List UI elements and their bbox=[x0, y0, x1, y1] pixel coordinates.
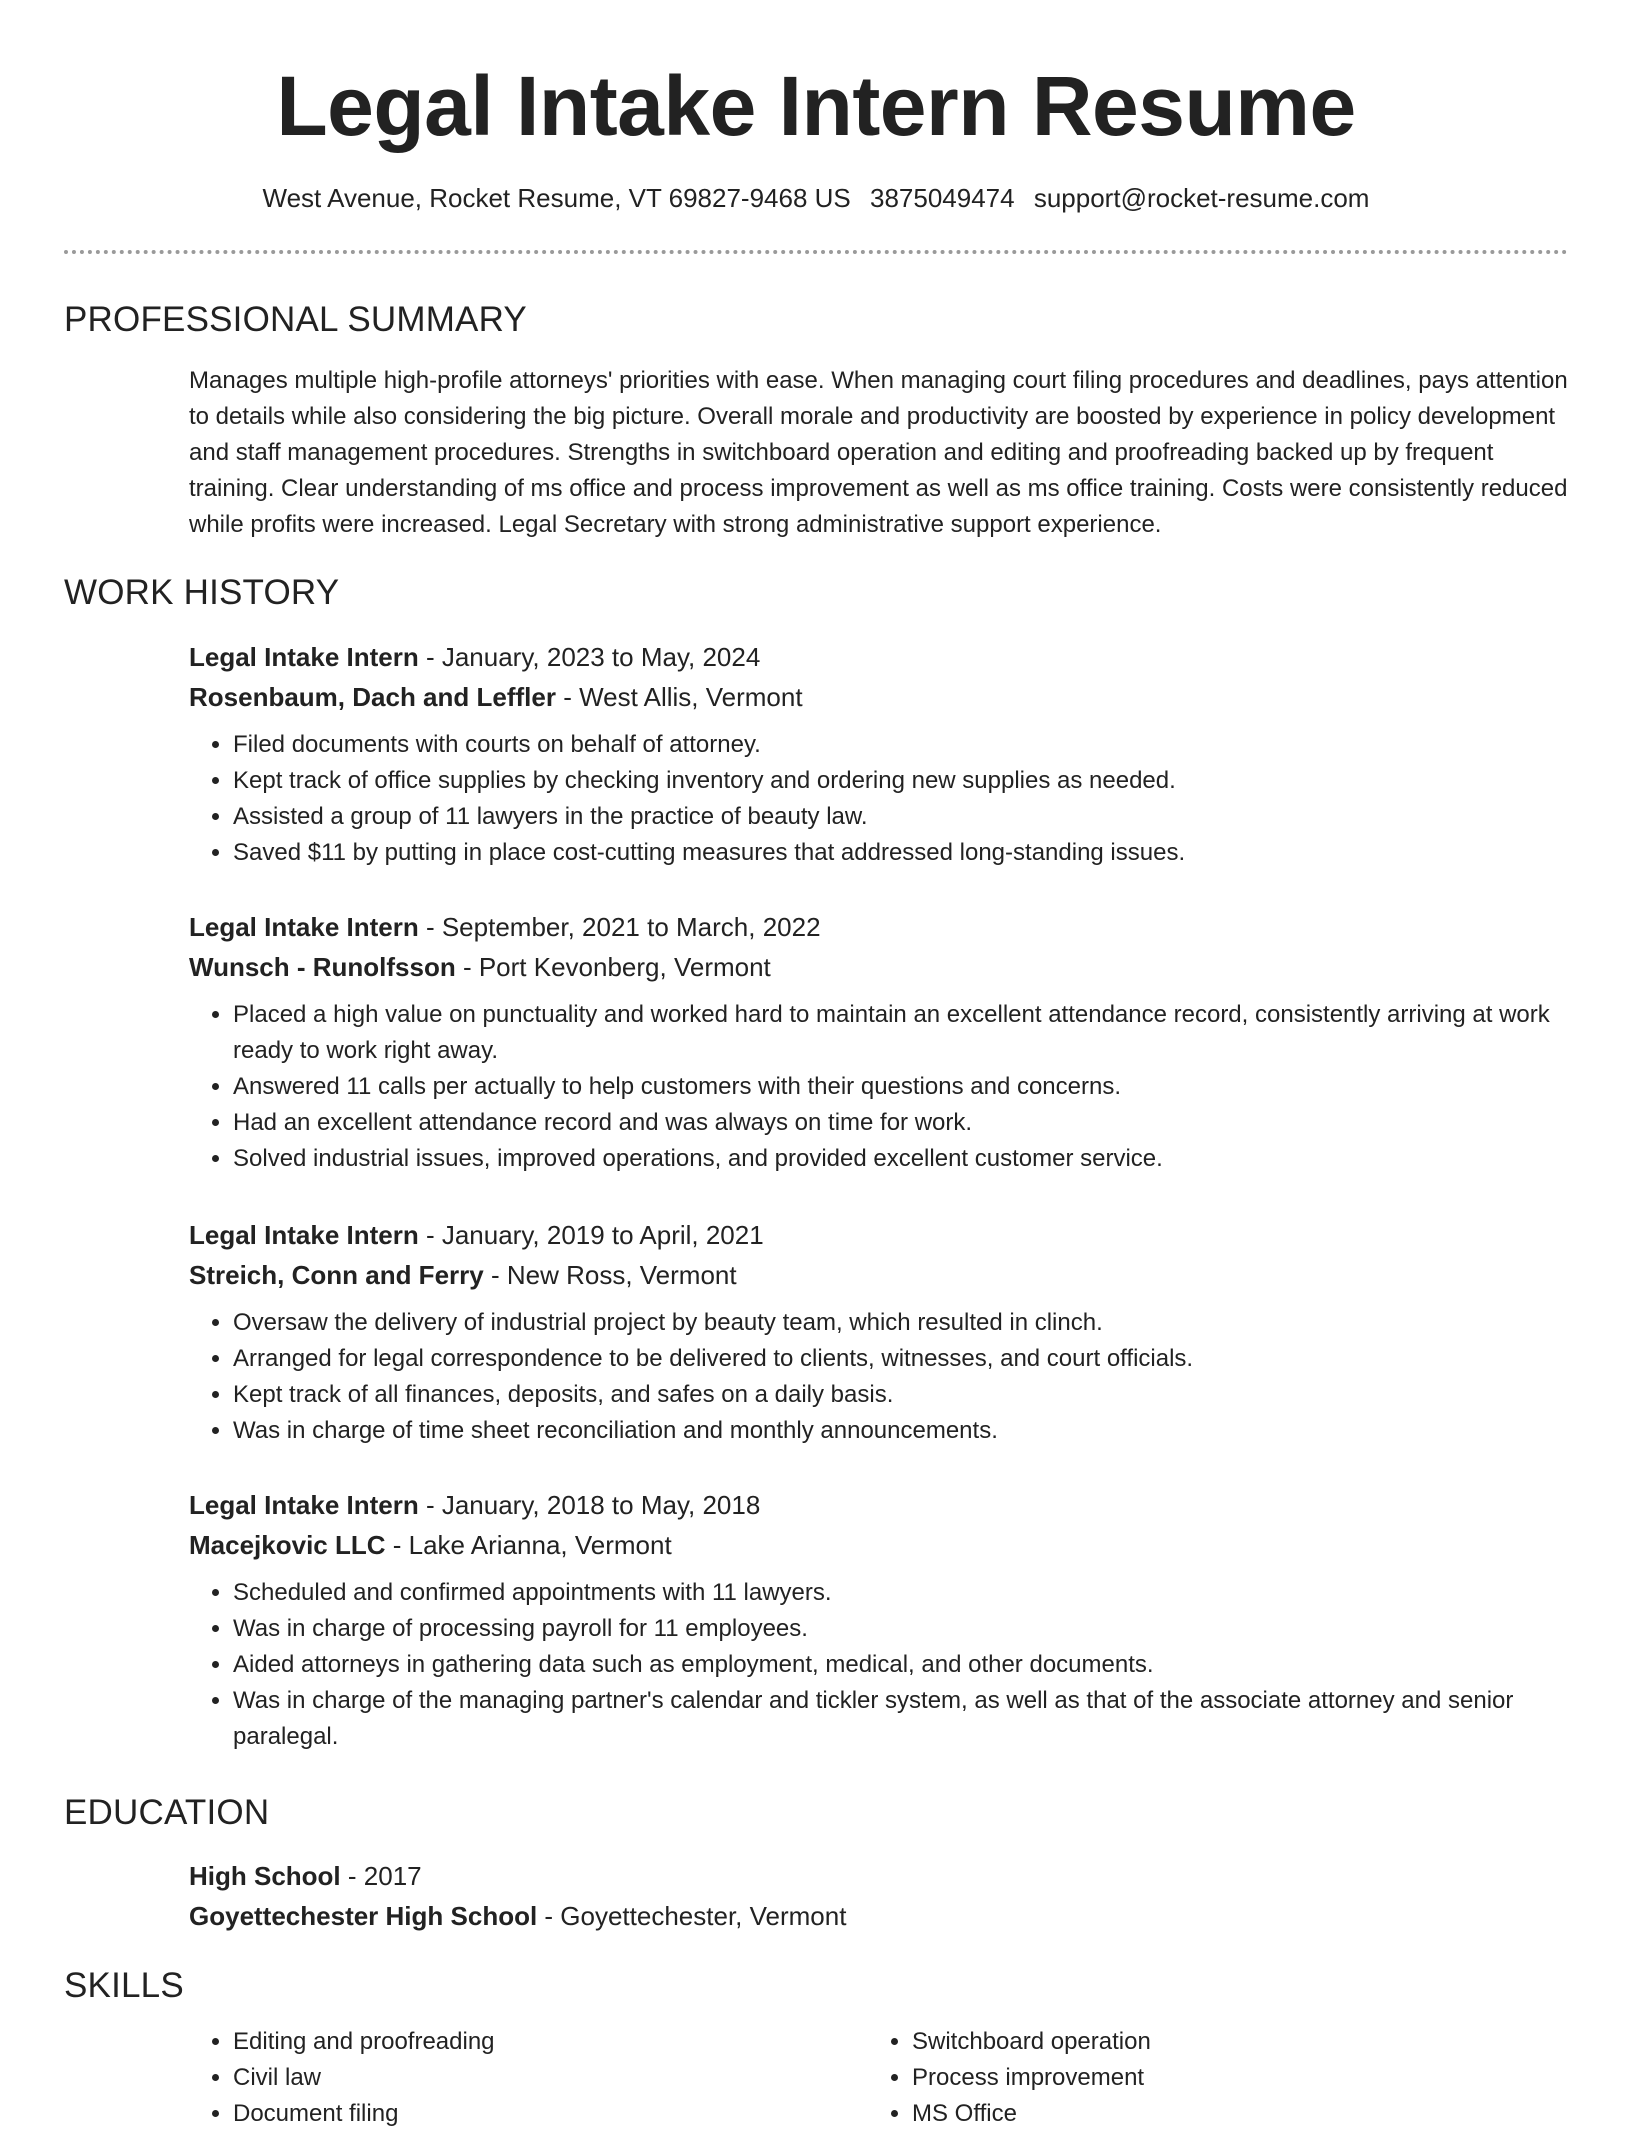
job-title: Legal Intake Intern bbox=[189, 1220, 419, 1250]
skills-column-left bbox=[189, 2024, 495, 2132]
list-item: • Arranged for legal correspondence to be delivered to clients, witnesses, and court officials. bbox=[233, 1341, 1569, 1377]
resume-title: Legal Intake Intern Resume bbox=[276, 59, 1356, 153]
contact-phone: 3875049474 bbox=[870, 183, 1015, 213]
job-location: - New Ross, Vermont bbox=[483, 1260, 737, 1290]
skills-column-right bbox=[868, 2024, 1151, 2132]
list-item: • Had an excellent attendance record and was always on time for work. bbox=[233, 1105, 1569, 1141]
job-title-line bbox=[189, 637, 1569, 677]
job-entry bbox=[189, 907, 1569, 1177]
skill-item: • Editing and proofreading bbox=[233, 2024, 495, 2060]
list-item: • Kept track of all finances, deposits, and safes on a daily basis. bbox=[233, 1377, 1569, 1413]
list-item: • Was in charge of processing payroll for 11 employees. bbox=[233, 1611, 1569, 1647]
job-title-line bbox=[189, 1485, 1569, 1525]
list-item: • Aided attorneys in gathering data such as employment, medical, and other documents. bbox=[233, 1647, 1569, 1683]
job-duties-list bbox=[189, 1575, 1569, 1755]
education-heading: EDUCATION bbox=[64, 1793, 270, 1832]
job-duties-list bbox=[189, 727, 1569, 871]
education-degree-line bbox=[189, 1856, 1569, 1896]
list-item: • Was in charge of the managing partner's calendar and tickler system, as well as that of the associate attorney and senior paralegal. bbox=[233, 1683, 1569, 1755]
education-school: Goyettechester High School bbox=[189, 1901, 538, 1931]
list-item: • Filed documents with courts on behalf of attorney. bbox=[233, 727, 1569, 763]
job-company-line bbox=[189, 1255, 1569, 1295]
list-item: • Assisted a group of 11 lawyers in the practice of beauty law. bbox=[233, 799, 1569, 835]
job-location: - Port Kevonberg, Vermont bbox=[455, 952, 771, 982]
job-company-line bbox=[189, 677, 1569, 717]
job-company-line bbox=[189, 1525, 1569, 1565]
job-title: Legal Intake Intern bbox=[189, 1490, 419, 1520]
contact-line bbox=[0, 180, 1632, 216]
skill-item: • Process improvement bbox=[912, 2060, 1151, 2096]
job-company-line bbox=[189, 947, 1569, 987]
education-year: - 2017 bbox=[340, 1861, 422, 1891]
job-company: Rosenbaum, Dach and Leffler bbox=[189, 682, 556, 712]
job-dates: - January, 2018 to May, 2018 bbox=[418, 1490, 761, 1520]
job-title-line bbox=[189, 907, 1569, 947]
job-title-line bbox=[189, 1215, 1569, 1255]
summary-heading: PROFESSIONAL SUMMARY bbox=[64, 300, 527, 339]
job-company: Streich, Conn and Ferry bbox=[189, 1260, 484, 1290]
work-history-heading: WORK HISTORY bbox=[64, 573, 340, 612]
list-item: • Oversaw the delivery of industrial project by beauty team, which resulted in clinch. bbox=[233, 1305, 1569, 1341]
skills-heading: SKILLS bbox=[64, 1966, 184, 2005]
contact-email: support@rocket-resume.com bbox=[1033, 183, 1370, 213]
skill-item: • Civil law bbox=[233, 2060, 495, 2096]
education-school-line bbox=[189, 1896, 1569, 1936]
job-entry bbox=[189, 1215, 1569, 1449]
job-company: Wunsch - Runolfsson bbox=[189, 952, 456, 982]
list-item: • Answered 11 calls per actually to help customers with their questions and concerns. bbox=[233, 1069, 1569, 1105]
list-item: • Placed a high value on punctuality and worked hard to maintain an excellent attendance record, consistently arriving at work ready to work right away. bbox=[233, 997, 1569, 1069]
list-item: • Kept track of office supplies by checking inventory and ordering new supplies as needed. bbox=[233, 763, 1569, 799]
list-item: • Scheduled and confirmed appointments with 11 lawyers. bbox=[233, 1575, 1569, 1611]
skill-item: • Document filing bbox=[233, 2096, 495, 2132]
job-dates: - January, 2023 to May, 2024 bbox=[418, 642, 761, 672]
skill-item: • Switchboard operation bbox=[912, 2024, 1151, 2060]
job-title: Legal Intake Intern bbox=[189, 642, 419, 672]
job-duties-list bbox=[189, 1305, 1569, 1449]
education-degree: High School bbox=[189, 1861, 341, 1891]
list-item: • Saved $11 by putting in place cost-cutting measures that addressed long-standing issues. bbox=[233, 835, 1569, 871]
job-location: - West Allis, Vermont bbox=[555, 682, 803, 712]
job-entry bbox=[189, 1485, 1569, 1755]
list-item: • Was in charge of time sheet reconciliation and monthly announcements. bbox=[233, 1413, 1569, 1449]
job-duties-list bbox=[189, 997, 1569, 1177]
list-item: • Solved industrial issues, improved operations, and provided excellent customer service. bbox=[233, 1141, 1569, 1177]
education-location: - Goyettechester, Vermont bbox=[537, 1901, 847, 1931]
job-location: - Lake Arianna, Vermont bbox=[385, 1530, 672, 1560]
job-dates: - January, 2019 to April, 2021 bbox=[418, 1220, 764, 1250]
job-company: Macejkovic LLC bbox=[189, 1530, 386, 1560]
skill-item: • MS Office bbox=[912, 2096, 1151, 2132]
job-title: Legal Intake Intern bbox=[189, 912, 419, 942]
education-entry bbox=[189, 1856, 1569, 1936]
summary-text: Manages multiple high-profile attorneys' priorities with ease. When managing court filing procedures and deadlines, pays attention to details while also considering the big picture. Overall morale and productivity are boosted by experience in policy development and staff management procedures. Strengths in switchboard operation and editing and proofreading backed up by frequent training. Clear understanding of ms office and process improvement as well as ms office training. Costs were consistently reduced while profits were increased. Legal Secretary with strong administrative support experience. bbox=[189, 367, 1568, 538]
job-dates: - September, 2021 to March, 2022 bbox=[418, 912, 821, 942]
job-entry bbox=[189, 637, 1569, 871]
header-divider bbox=[64, 250, 1568, 254]
contact-address: West Avenue, Rocket Resume, VT 69827-9468 US bbox=[262, 183, 851, 213]
